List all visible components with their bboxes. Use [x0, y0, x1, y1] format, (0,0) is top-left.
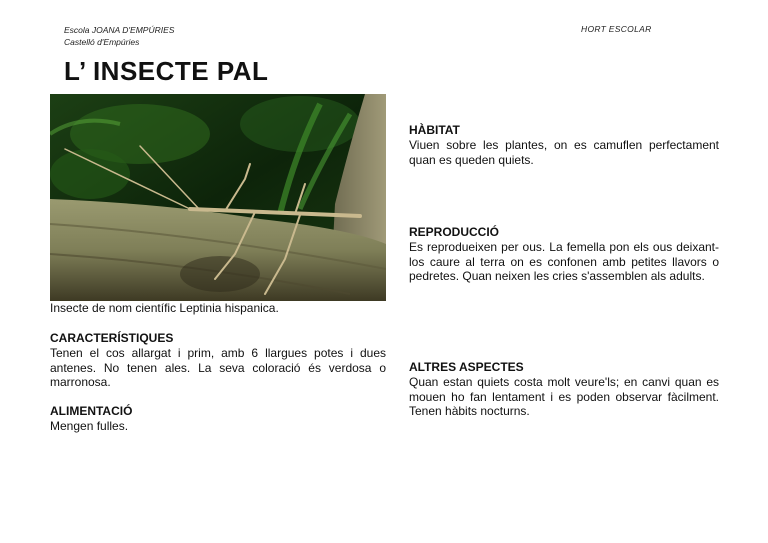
school-line-2: Castelló d'Empúries: [64, 37, 140, 47]
section-habitat: [409, 123, 719, 167]
section-reproduccio: [409, 225, 719, 284]
section-caracteristiques: [50, 331, 386, 390]
section-text: Quan estan quiets costa molt veure'ls; en canvi quan es mouen ho fan lentament i es poden observar fàcilment. Tenen hàbits nocturns.: [409, 375, 719, 419]
section-heading: ALIMENTACIÓ: [50, 404, 133, 418]
section-altres-aspectes: [409, 360, 719, 419]
stick-insect-photo: [50, 94, 386, 301]
section-alimentacio: [50, 404, 386, 434]
section-text: Mengen fulles.: [50, 419, 129, 433]
school-name: [64, 24, 174, 48]
section-heading: ALTRES ASPECTES: [409, 360, 524, 374]
page-title: L’ INSECTE PAL: [64, 56, 269, 86]
school-line-1: Escola JOANA D'EMPÚRIES: [64, 25, 175, 35]
photo-caption: Insecte de nom científic Leptinia hispanica.: [50, 301, 279, 315]
header-right-label: HORT ESCOLAR: [581, 24, 652, 34]
section-heading: HÀBITAT: [409, 123, 460, 137]
section-heading: CARACTERÍSTIQUES: [50, 331, 174, 345]
section-heading: REPRODUCCIÓ: [409, 225, 500, 239]
section-text: Es reprodueixen per ous. La femella pon els ous deixant-los caure al terra on es confonen amb petites llavors o pedretes. Quan neixen les cries s'assemblen als adults.: [409, 240, 719, 284]
section-text: Viuen sobre les plantes, on es camuflen perfectament quan es queden quiets.: [409, 138, 719, 167]
section-text: Tenen el cos allargat i prim, amb 6 llargues potes i dues antenes. No tenen ales. La seva coloració és verdosa o marronosa.: [50, 346, 386, 390]
